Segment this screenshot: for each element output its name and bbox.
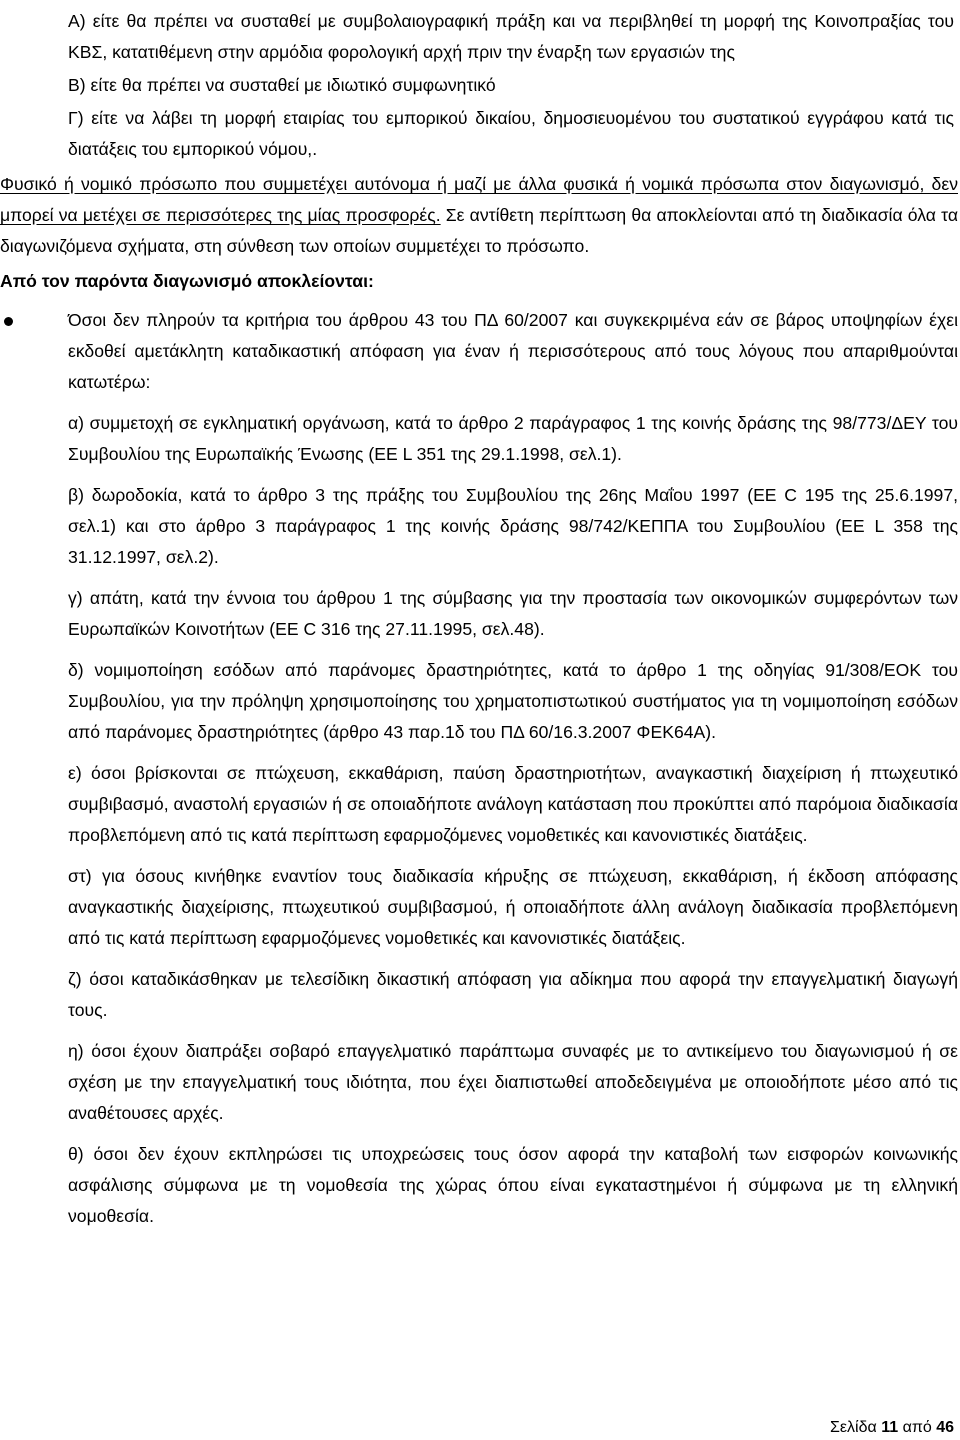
list-item: η) όσοι έχουν διαπράξει σοβαρό επαγγελματικό παράπτωμα συναφές με το αντικείμενο του διαγωνισμού ή σε σχέση με την επαγγελματική τους ιδιότητα, που έχει διαπιστωθεί αποδεδειγμένα με οποιοδήποτε μέσο από τις αναθέτουσες αρχές. (68, 1041, 958, 1123)
list-item: ζ) όσοι καταδικάσθηκαν με τελεσίδικη δικαστική απόφαση για αδίκημα που αφορά την επαγγελματική διαγωγή τους. (68, 969, 958, 1020)
participation-underlined: Φυσικό ή νομικό πρόσωπο που συμμετέχει αυτόνομα ή μαζί με άλλα φυσικά ή νομικά πρόσωπα στον διαγωνισμό, δεν μπορεί να μετέχει σε περισσότερες της μίας προσφορές. (0, 174, 958, 225)
bullet-icon (4, 317, 13, 326)
list-item: θ) όσοι δεν έχουν εκπληρώσει τις υποχρεώσεις τους όσον αφορά την καταβολή των εισφορών κοινωνικής ασφάλισης σύμφωνα με τη νομοθεσία της χώρας όπου είναι εγκαταστημένοι ή σύμφωνα με τη ελληνική νομοθεσία. (68, 1144, 958, 1226)
page-number: 11 (881, 1419, 899, 1436)
page-label: Σελίδα (830, 1419, 877, 1436)
top-item-a: Α) είτε θα πρέπει να συσταθεί με συμβολαιογραφική πράξη και να περιβληθεί τη μορφή της Κοινοπραξίας του ΚΒΣ, κατατιθέμενη στην αρμόδια φορολογική αρχή πριν την έναρξη των εργασιών της (68, 11, 954, 62)
list-item: α) συμμετοχή σε εγκληματική οργάνωση, κατά το άρθρο 2 παράγραφος 1 της κοινής δράσης της 98/773/ΔΕΥ του Συμβουλίου της Ευρωπαϊκής Ένωσης (ΕΕ L 351 της 29.1.1998, σελ.1). (68, 413, 958, 464)
list-item: ε) όσοι βρίσκονται σε πτώχευση, εκκαθάριση, παύση δραστηριοτήτων, αναγκαστική διαχείριση ή πτωχευτικό συμβιβασμό, αναστολή εργασιών ή σε οποιαδήποτε ανάλογη κατάσταση που προκύπτει από παρόμοια διαδικασία προβλεπόμενη από τις κατά περίπτωση εφαρμοζόμενες νομοθετικές και κανονιστικές διατάξεις. (68, 763, 958, 845)
bullet-item (0, 305, 960, 398)
participation-paragraph (0, 169, 960, 262)
list-item: στ) για όσους κινήθηκε εναντίον τους διαδικασία κήρυξης σε πτώχευση, εκκαθάριση, ή έκδοση απόφασης αναγκαστικής διαχείρισης, πτωχευτικού συμβιβασμού, ή οποιαδήποτε άλλη ανάλογη διαδικασία προβλεπόμενη από τις κατά περίπτωση εφαρμοζόμενες νομοθετικές και κανονιστικές διατάξεις. (68, 866, 958, 948)
of-label: από (902, 1419, 932, 1436)
top-items (0, 6, 960, 165)
list-item: β) δωροδοκία, κατά το άρθρο 3 της πράξης του Συμβουλίου της 26ης Μαΐου 1997 (ΕΕ C 195 της 25.6.1997, σελ.1) και στο άρθρο 3 παράγραφος 1 της κοινής δράσης 98/742/ΚΕΠΠΑ του Συμβουλίου (ΕΕ L 358 της 31.12.1997, σελ.2). (68, 485, 958, 567)
exclusion-heading: Από τον παρόντα διαγωνισμό αποκλείονται: (0, 271, 374, 291)
exclusion-list (0, 408, 960, 1232)
top-item-c: Γ) είτε να λάβει τη μορφή εταιρίας του εμπορικού δικαίου, δημοσιευομένου του συστατικού εγγράφου κατά τις διατάξεις του εμπορικού νόμου,. (68, 108, 954, 159)
participation-rest: Σε αντίθετη περίπτωση θα αποκλείονται από τη διαδικασία όλα τα διαγωνιζόμενα σχήματα, στη σύνθεση των οποίων συμμετέχει το πρόσωπο. (0, 205, 958, 256)
list-item: δ) νομιμοποίηση εσόδων από παράνομες δραστηριότητες, κατά το άρθρο 1 της οδηγίας 91/308/ΕΟΚ του Συμβουλίου, για την πρόληψη χρησιμοποίησης του χρηματοπιστωτικού συστήματος για τη νομιμοποίηση εσόδων από παράνομες δραστηριότητες (άρθρο 43 παρ.1δ του ΠΔ 60/16.3.2007 ΦΕΚ64Α). (68, 660, 958, 742)
bullet-text: Όσοι δεν πληρούν τα κριτήρια του άρθρου 43 του ΠΔ 60/2007 και συγκεκριμένα εάν σε βάρος υποψηφίων έχει εκδοθεί αμετάκλητη καταδικαστική απόφαση για έναν ή περισσότερους από τους λόγους που απαριθμούνται κατωτέρω: (68, 310, 958, 392)
list-item: γ) απάτη, κατά την έννοια του άρθρου 1 της σύμβασης για την προστασία των οικονομικών συμφερόντων των Ευρωπαϊκών Κοινοτήτων (ΕΕ C 316 της 27.11.1995, σελ.48). (68, 588, 958, 639)
top-item-b: Β) είτε θα πρέπει να συσταθεί με ιδιωτικό συμφωνητικό (68, 75, 496, 95)
document-page (0, 6, 960, 1436)
page-footer (830, 1418, 954, 1438)
total-pages: 46 (936, 1419, 954, 1436)
